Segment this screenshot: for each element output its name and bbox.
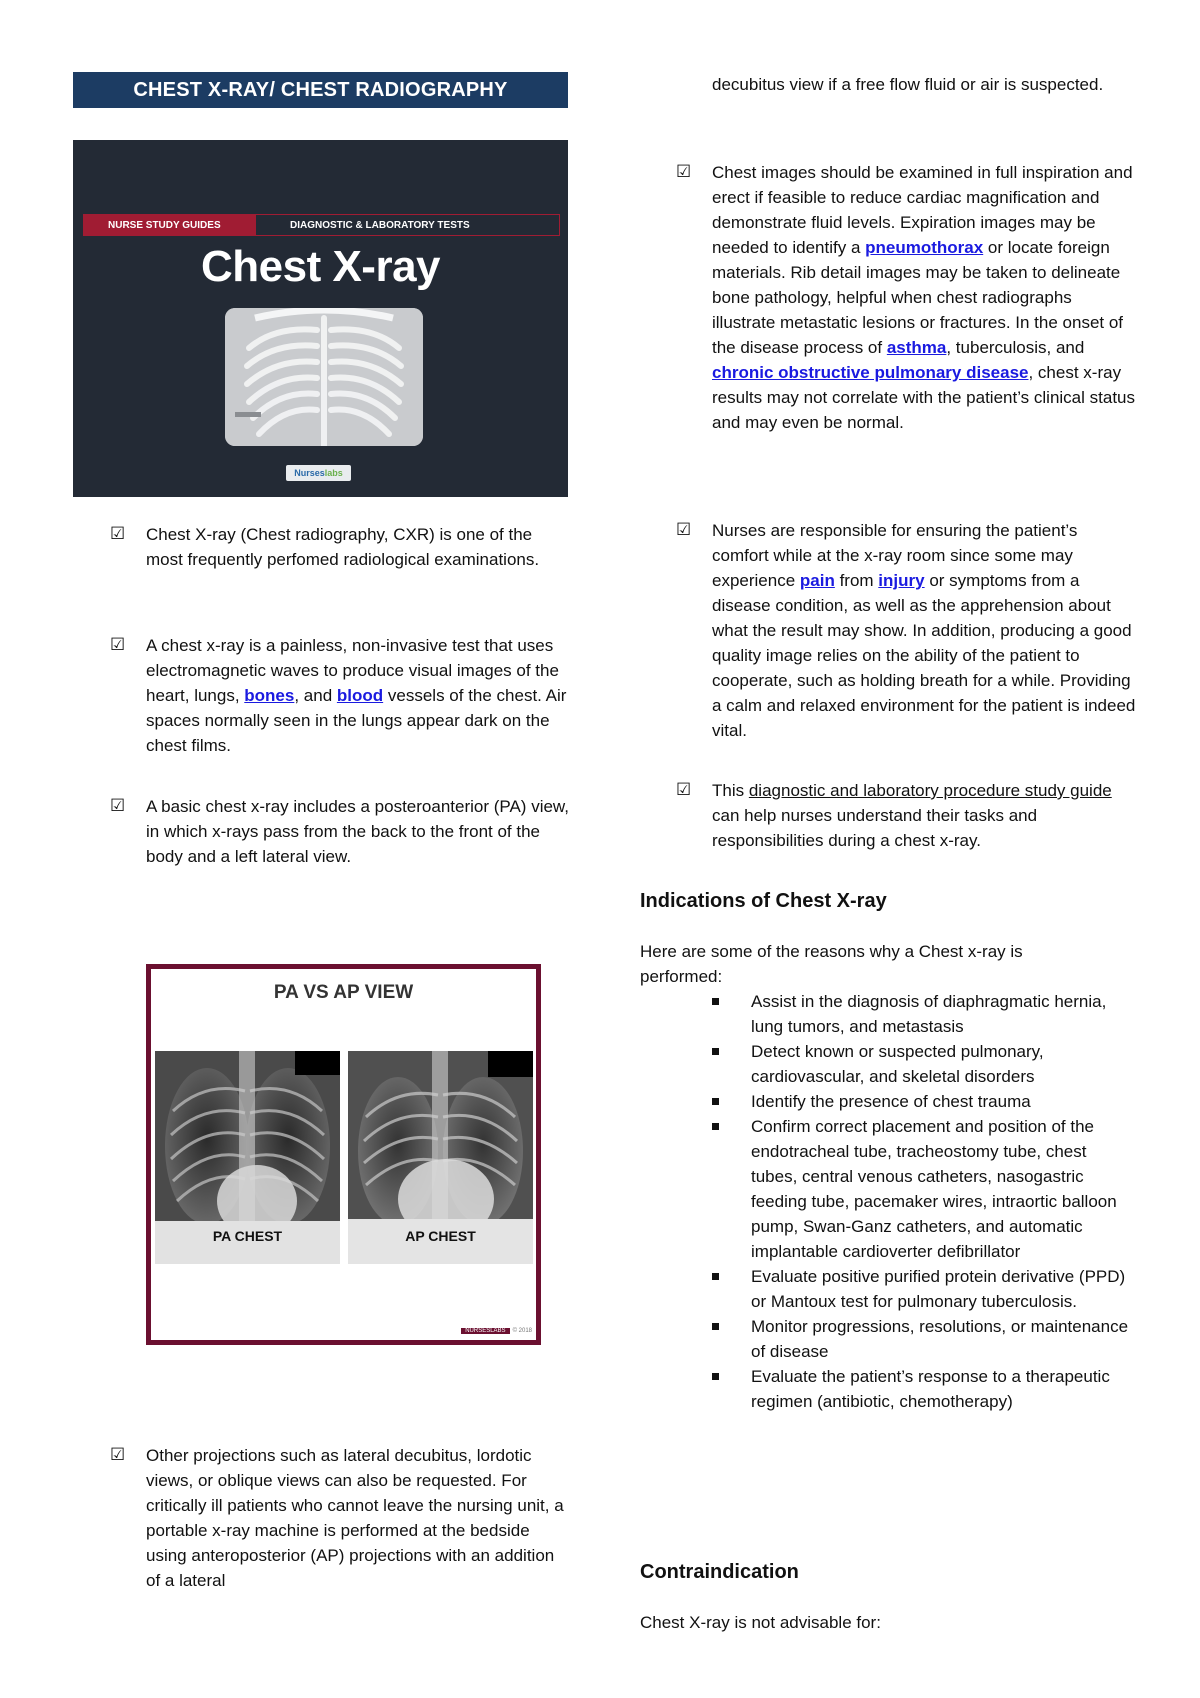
list-item: Detect known or suspected pulmonary, cardiovascular, and skeletal disorders: [712, 1039, 1132, 1089]
pa-vs-ap-figure: [146, 964, 541, 1345]
bullet-text-part: can help nurses understand their tasks and responsibilities during a chest x-ray.: [712, 806, 1038, 850]
list-item: Assist in the diagnosis of diaphragmatic hernia, lung tumors, and metastasis: [712, 989, 1132, 1039]
banner-tab-diagnostic-tests: DIAGNOSTIC & LABORATORY TESTS: [290, 219, 470, 231]
checkbox-icon: ☑: [110, 1445, 126, 1465]
checkbox-icon: ☑: [110, 635, 126, 655]
bullet-text: Other projections such as lateral decubitus, lordotic views, or oblique views can also be requested. For critically ill patients who cannot leave the nursing unit, a portable x-ray machine is performed at the bedside using anteroposterior (AP) projections with an addition of a lateral: [146, 1446, 564, 1590]
indications-list: [712, 989, 1132, 1414]
list-item: Monitor progressions, resolutions, or maintenance of disease: [712, 1314, 1132, 1364]
bullet-text-part: , tuberculosis, and: [946, 338, 1085, 357]
bullet-text-part: or symptoms from a disease condition, as well as the apprehension about what the result may show. In addition, producing a good quality image relies on the ability of the patient to cooperate, such as holding breath for a while. Providing a calm and relaxed environment for the patient is indeed vital.: [712, 571, 1136, 740]
bullet-text: [712, 778, 1136, 853]
figure-title: PA VS AP VIEW: [273, 982, 414, 1003]
logo-text-labs: labs: [324, 468, 343, 478]
logo-text-nurses: Nurses: [294, 468, 325, 478]
chest-xray-banner-image: [73, 140, 568, 497]
ap-chest-label: AP CHEST: [405, 1228, 476, 1244]
link-pain[interactable]: pain: [799, 571, 835, 590]
figure-credit: [461, 1328, 532, 1334]
bullet-item: [110, 794, 570, 869]
bullet-continuation: decubitus view if a free flow fluid or air is suspected.: [712, 75, 1104, 94]
page-title: CHEST X-RAY/ CHEST RADIOGRAPHY: [73, 72, 568, 108]
link-pneumothorax[interactable]: pneumothorax: [865, 238, 984, 257]
indications-intro: Here are some of the reasons why a Chest x-ray is performed:: [640, 942, 1023, 986]
banner-title: Chest X-ray: [200, 242, 441, 291]
bullet-text-part: A chest x-ray is a painless, non-invasive test that uses electromagnetic waves to produce visual images of the heart, lungs,: [146, 636, 559, 705]
pa-chest-xray: [155, 1051, 340, 1264]
list-item: Evaluate positive purified protein derivative (PPD) or Mantoux test for pulmonary tuberculosis.: [712, 1264, 1132, 1314]
link-blood[interactable]: blood: [336, 686, 384, 705]
bullet-text: [146, 633, 570, 758]
bullet-text-part: Chest images should be examined in full inspiration and erect if feasible to reduce cardiac magnification and demonstrate fluid levels. Expiration images may be needed to identify a: [712, 163, 1133, 257]
link-asthma[interactable]: asthma: [886, 338, 947, 357]
bullet-item: [110, 522, 565, 572]
bullet-item: [676, 518, 1136, 743]
bullet-text-part: , and: [294, 686, 337, 705]
bullet-item: [676, 160, 1136, 435]
bullet-item: [676, 778, 1136, 853]
figure-credit-text: © 2018: [512, 1328, 532, 1334]
bullet-text: A basic chest x-ray includes a posteroanterior (PA) view, in which x-rays pass from the back to the front of the body and a left lateral view.: [146, 797, 569, 866]
bullet-text: Chest X-ray (Chest radiography, CXR) is one of the most frequently perfomed radiological examinations.: [146, 525, 540, 569]
link-copd[interactable]: chronic obstructive pulmonary disease: [712, 363, 1029, 382]
indications-heading: Indications of Chest X-ray: [640, 890, 887, 912]
bullet-item: [110, 1443, 570, 1593]
list-item: Evaluate the patient’s response to a therapeutic regimen (antibiotic, chemotherapy): [712, 1364, 1132, 1414]
contraindication-intro: Chest X-ray is not advisable for:: [640, 1613, 881, 1632]
checkbox-icon: ☑: [676, 780, 692, 800]
figure-credit-tag: NURSESLABS: [461, 1328, 509, 1334]
link-study-guide[interactable]: diagnostic and laboratory procedure study guide: [748, 781, 1112, 800]
banner-xray-illustration: [225, 308, 423, 446]
checkbox-icon: ☑: [676, 162, 692, 182]
bullet-text-part: This: [712, 781, 749, 800]
bullet-text-part: vessels of the chest. Air spaces normally seen in the lungs appear dark on the chest films.: [146, 686, 567, 755]
checkbox-icon: ☑: [676, 520, 692, 540]
bullet-text-part: from: [834, 571, 879, 590]
checkbox-icon: ☑: [110, 796, 126, 816]
banner-tabs: [83, 214, 560, 236]
bullet-text-part: , chest x-ray results may not correlate with the patient’s clinical status and may even be normal.: [712, 363, 1135, 432]
list-item: Identify the presence of chest trauma: [712, 1089, 1132, 1114]
bullet-item: [110, 633, 570, 758]
bullet-text: [712, 160, 1136, 435]
nurseslabs-logo: [286, 465, 351, 481]
bullet-text-part: Nurses are responsible for ensuring the patient’s comfort while at the x-ray room since some may experience: [712, 521, 1078, 590]
contraindication-heading: Contraindication: [640, 1561, 799, 1583]
link-injury[interactable]: injury: [878, 571, 925, 590]
pa-chest-label: PA CHEST: [212, 1228, 283, 1244]
banner-tab-nurse-study-guides: NURSE STUDY GUIDES: [84, 215, 256, 235]
link-bones[interactable]: bones: [244, 686, 295, 705]
list-item: Confirm correct placement and position of the endotracheal tube, tracheostomy tube, chest tubes, central venous catheters, nasogastric feeding tube, pacemaker wires, intraortic balloon pump, Swan-Ganz catheters, and automatic implantable cardioverter defibrillator: [712, 1114, 1132, 1264]
bullet-text-part: or locate foreign materials. Rib detail images may be taken to delineate bone pathology, helpful when chest radiographs illustrate metastatic lesions or fractures. In the onset of the disease process of: [712, 238, 1124, 357]
bullet-text: [712, 518, 1136, 743]
ap-chest-xray: [348, 1051, 533, 1264]
checkbox-icon: ☑: [110, 524, 126, 544]
